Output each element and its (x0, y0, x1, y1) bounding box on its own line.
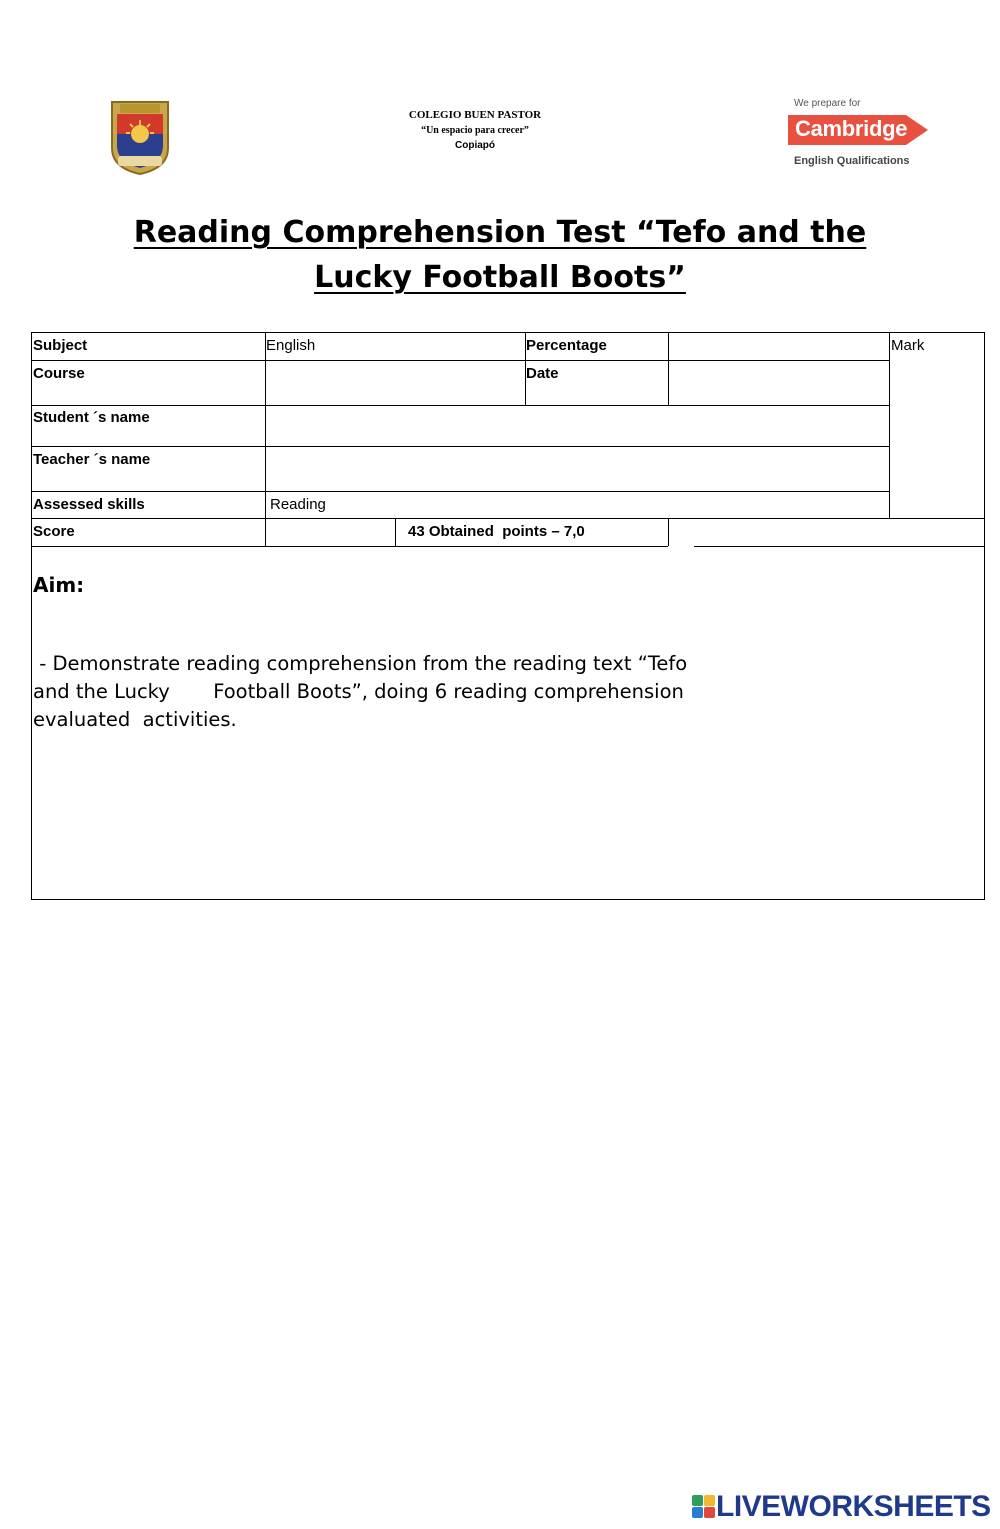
school-crest-logo (108, 98, 172, 176)
date-label: Date (526, 365, 559, 382)
teacher-name-label: Teacher ´s name (33, 451, 151, 468)
school-info (375, 108, 575, 153)
assessed-skills-label: Assessed skills (33, 496, 145, 513)
school-name: COLEGIO BUEN PASTOR (408, 109, 542, 121)
score-label: Score (33, 523, 75, 540)
student-name-label: Student ´s name (33, 409, 150, 426)
liveworksheets-brand: LIVEWORKSHEETS (716, 1490, 991, 1523)
liveworksheets-logo (692, 1490, 992, 1524)
cambridge-word: Cambridge (795, 116, 908, 141)
mark-label: Mark (891, 337, 925, 354)
cambridge-prefix: We prepare for (794, 98, 861, 109)
title-line-1: Reading Comprehension Test “Tefo and the (133, 215, 867, 250)
school-motto: “Un espacio para crecer” (421, 125, 529, 136)
course-label: Course (33, 365, 85, 382)
score-info: 43 Obtained points – 7,0 (408, 523, 585, 540)
subject-value: English (266, 337, 316, 354)
page-title (100, 210, 900, 300)
liveworksheets-icon (692, 1495, 716, 1519)
cambridge-sub: English Qualifications (794, 155, 910, 167)
cambridge-logo (788, 98, 938, 173)
assessed-skills-value: Reading (270, 496, 326, 513)
aim-text: - Demonstrate reading comprehension from the reading text “Tefo and the Lucky Football Boots”, doing 6 reading comprehension evaluated activities. (33, 652, 694, 731)
percentage-label: Percentage (526, 337, 607, 354)
aim-label: Aim: (33, 573, 85, 597)
title-line-2: Lucky Football Boots” (314, 260, 686, 295)
subject-label: Subject (33, 337, 88, 354)
school-city: Copiapó (455, 140, 495, 151)
